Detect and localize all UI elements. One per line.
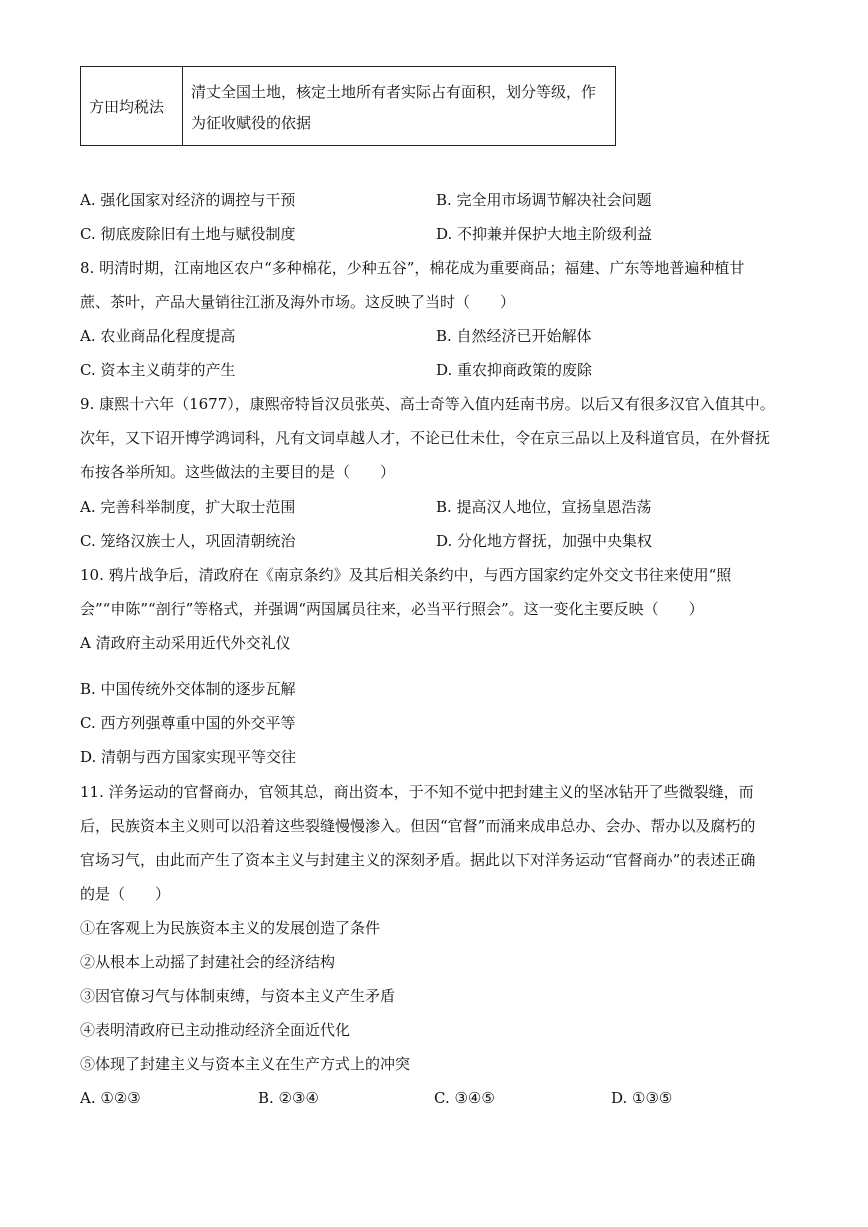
policy-table xyxy=(80,66,616,146)
q11-option-c: C. ③④⑤ xyxy=(434,1089,495,1107)
q11-item-2: ②从根本上动摇了封建社会的经济结构 xyxy=(80,953,336,971)
q8-stem-line-2: 蔗、茶叶，产品大量销往江浙及海外市场。这反映了当时（ ） xyxy=(80,293,516,311)
q11-item-3: ③因官僚习气与体制束缚，与资本主义产生矛盾 xyxy=(80,987,396,1005)
policy-content: 清丈全国土地，核定土地所有者实际占有面积，划分等级，作为征收赋役的依据 xyxy=(191,83,597,132)
q11-option-a: A. ①②③ xyxy=(80,1089,141,1107)
policy-name-cell xyxy=(81,67,183,145)
policy-content-cell xyxy=(183,67,615,145)
q10-stem-line-2: 会”“申陈”“剖行”等格式，并强调“两国属员往来，必当平行照会”。这一变化主要反映（ ） xyxy=(80,600,704,618)
q7-option-a: A. 强化国家对经济的调控与干预 xyxy=(80,191,296,209)
q9-stem-line-1: 9. 康熙十六年（1677），康熙帝特旨汉员张英、高士奇等入值内廷南书房。以后又有很多汉官入值其中。 xyxy=(80,395,775,413)
q8-stem-line-1: 8. 明清时期，江南地区农户“多种棉花，少种五谷”，棉花成为重要商品；福建、广东等地普遍种植甘 xyxy=(80,259,745,277)
q10-stem-line-1: 10. 鸦片战争后，清政府在《南京条约》及其后相关条约中，与西方国家约定外交文书往来使用“照 xyxy=(80,566,732,584)
q10-option-c: C. 西方列强尊重中国的外交平等 xyxy=(80,714,296,732)
q10-option-d: D. 清朝与西方国家实现平等交往 xyxy=(80,748,297,766)
q11-stem-line-2: 后，民族资本主义则可以沿着这些裂缝慢慢渗入。但因“官督”而涌来成串总办、会办、帮办以及腐朽的 xyxy=(80,817,756,835)
q8-option-a: A. 农业商品化程度提高 xyxy=(80,327,236,345)
q8-option-d: D. 重农抑商政策的废除 xyxy=(436,361,593,379)
q7-option-b: B. 完全用市场调节解决社会问题 xyxy=(436,191,652,209)
q11-option-d: D. ①③⑤ xyxy=(611,1089,673,1107)
q11-item-5: ⑤体现了封建主义与资本主义在生产方式上的冲突 xyxy=(80,1055,411,1073)
q10-option-b: B. 中国传统外交体制的逐步瓦解 xyxy=(80,680,296,698)
q7-option-c: C. 彻底废除旧有土地与赋役制度 xyxy=(80,225,296,243)
q9-stem-line-2: 次年，又下诏开博学鸿词科，凡有文词卓越人才，不论已仕未仕，令在京三品以上及科道官员，在外督抚 xyxy=(80,429,771,447)
q9-option-c: C. 笼络汉族士人，巩固清朝统治 xyxy=(80,532,296,550)
q7-option-d: D. 不抑兼并保护大地主阶级利益 xyxy=(436,225,653,243)
q9-stem-line-3: 布按各举所知。这些做法的主要目的是（ ） xyxy=(80,463,396,481)
q10-option-a: A 清政府主动采用近代外交礼仪 xyxy=(80,634,291,652)
q11-stem-line-1: 11. 洋务运动的官督商办，官领其总，商出资本，于不知不觉中把封建主义的坚冰钻开了些微裂缝，而 xyxy=(80,783,754,801)
q11-item-4: ④表明清政府已主动推动经济全面近代化 xyxy=(80,1021,351,1039)
q11-option-b: B. ②③④ xyxy=(258,1089,319,1107)
q11-item-1: ①在客观上为民族资本主义的发展创造了条件 xyxy=(80,919,381,937)
q9-option-b: B. 提高汉人地位，宣扬皇恩浩荡 xyxy=(436,498,652,516)
q9-option-d: D. 分化地方督抚，加强中央集权 xyxy=(436,532,653,550)
q11-stem-line-3: 官场习气，由此而产生了资本主义与封建主义的深刻矛盾。据此以下对洋务运动“官督商办”的表述正确 xyxy=(80,851,756,869)
q8-option-b: B. 自然经济已开始解体 xyxy=(436,327,592,345)
q9-option-a: A. 完善科举制度，扩大取士范围 xyxy=(80,498,296,516)
q8-option-c: C. 资本主义萌芽的产生 xyxy=(80,361,236,379)
q11-stem-line-4: 的是（ ） xyxy=(80,885,171,903)
policy-name: 方田均税法 xyxy=(89,97,165,116)
